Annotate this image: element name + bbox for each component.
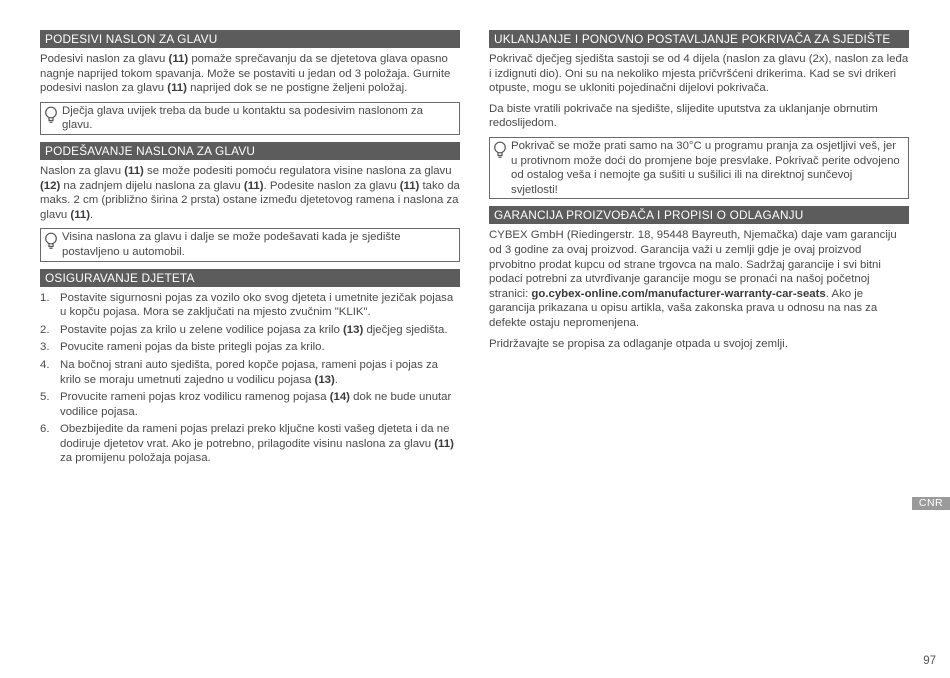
- paragraph-disposal: Pridržavajte se propisa za odlaganje otpada u svojoj zemlji.: [489, 337, 788, 350]
- list-item: 4. Na bočnoj strani auto sjedišta, pored kopče pojasa, rameni pojas i pojas za krilo se moraju umetnuti zajedno u vodilicu pojasa (13).: [40, 358, 439, 386]
- list-item: 3. Povucite rameni pojas da biste pritegli pojas za krilo.: [40, 341, 325, 354]
- paragraph-cover-refit: Da biste vratili pokrivače na sjedište, slijedite uputstva za uklanjanje obrnutim redoslijedom.: [489, 102, 878, 130]
- paragraph-headrest-adjustment: Naslon za glavu (11) se može podesiti pomoću regulatora visine naslona za glavu (12) na zadnjem dijelu naslona za glavu (11). Podesite naslon za glavu (11) tako da maks. 2 cm (približno širina 2 prsta) ostane između djetetovog ramena i naslona za glavu (11).: [40, 164, 460, 221]
- list-item: 5. Provucite rameni pojas kroz vodilicu ramenog pojasa (14) dok ne bude unutar vodilice pojasa.: [40, 391, 452, 418]
- section-title-cover-removal: UKLANJANJE I PONOVNO POSTAVLJANJE POKRIVAČA ZA SJEDIŠTE: [489, 30, 909, 48]
- section-title-headrest-adjustment: PODEŠAVANJE NASLONA ZA GLAVU: [40, 142, 460, 160]
- note-text: Pokrivač se može prati samo na 30°C u programu pranja za osjetljivi veš, jer u protivnom može doći do promjene boje presvlake. Pokrivač perite odvojeno od ostalog veša i nemojte ga sušiti u sušilici ili na direktnoj sunčevoj svjetlosti!: [511, 139, 900, 196]
- securing-steps-list: [40, 291, 460, 467]
- list-item: 2. Postavite pojas za krilo u zelene vodilice pojasa za krilo (13) dječjeg sjedišta.: [40, 323, 448, 336]
- section-title-warranty: GARANCIJA PROIZVOĐAČA I PROPISI O ODLAGANJU: [489, 206, 909, 224]
- list-item: 1. Postavite sigurnosni pojas za vozilo oko svog djeteta i umetnite jezičak pojasa u kopču pojasa. Mora se zaključati na mjesto zvučnim "KLIK".: [40, 291, 454, 319]
- section-title-securing-child: OSIGURAVANJE DJETETA: [40, 269, 460, 287]
- note-text: Dječja glava uvijek treba da bude u kontaktu sa podesivim naslonom za glavu.: [62, 104, 423, 132]
- lightbulb-icon: [44, 232, 58, 250]
- paragraph-adjustable-headrest: Podesivi naslon za glavu (11) pomaže sprečavanju da se djetetova glava opasno nagnje naprijed tokom spavanja. Može se postaviti u jedan od 3 položaja. Gurnite podesivi naslon za glavu (11) naprijed dok se ne postigne željeni položaj.: [40, 53, 451, 95]
- list-item: 6. Obezbijedite da rameni pojas prelazi preko ključne kosti vašeg djeteta i da ne dodiruje djetetov vrat. Ako je potrebno, prilagodite visinu naslona za glavu (11) za promijenu položaja pojasa.: [40, 423, 454, 465]
- paragraph-cover-parts: Pokrivač dječjeg sjedišta sastoji se od 4 dijela (naslon za glavu (2x), naslon za leđa i izdignuti dio). Oni su na nekoliko mjesta pričvršćeni drikerima. Kad se svi drikeri otpuste, mogu se ukloniti pojedinačni dijelovi pokrivača.: [489, 53, 909, 95]
- language-tag: CNR: [912, 497, 950, 510]
- note-box: [489, 137, 909, 199]
- note-text: Visina naslona za glavu i dalje se može podešavati kada je sjedište postavljeno u automobil.: [62, 231, 401, 258]
- note-box: [40, 102, 460, 135]
- lightbulb-icon: [44, 106, 58, 124]
- warranty-link[interactable]: go.cybex-online.com/manufacturer-warranty-car-seats: [531, 287, 826, 300]
- paragraph-warranty: CYBEX GmbH (Riedingerstr. 18, 95448 Bayreuth, Njemačka) daje vam garanciju od 3 godine za ovaj proizvod. Garancija važi u zemlji gdje je ovaj proizvod prvobitno prodat kupcu od strane trgovca na malo. Sadržaj garancije i svi bitni podaci potrebni za utvrđivanje garancije mogu se pronaći na našoj početnoj stranici: go.cybex-online.com/manufacturer-warranty-car-seats. Ako je garancija prikazana u opisu artikla, vaša zakonska prava u odnosu na nas za defekte ostaju nepromenjena.: [489, 229, 897, 329]
- left-column: [40, 30, 460, 469]
- page-number: 97: [923, 655, 936, 667]
- note-box: [40, 228, 460, 261]
- lightbulb-icon: [493, 141, 507, 159]
- section-title-adjustable-headrest: PODESIVI NASLON ZA GLAVU: [40, 30, 460, 48]
- right-column: [489, 30, 909, 357]
